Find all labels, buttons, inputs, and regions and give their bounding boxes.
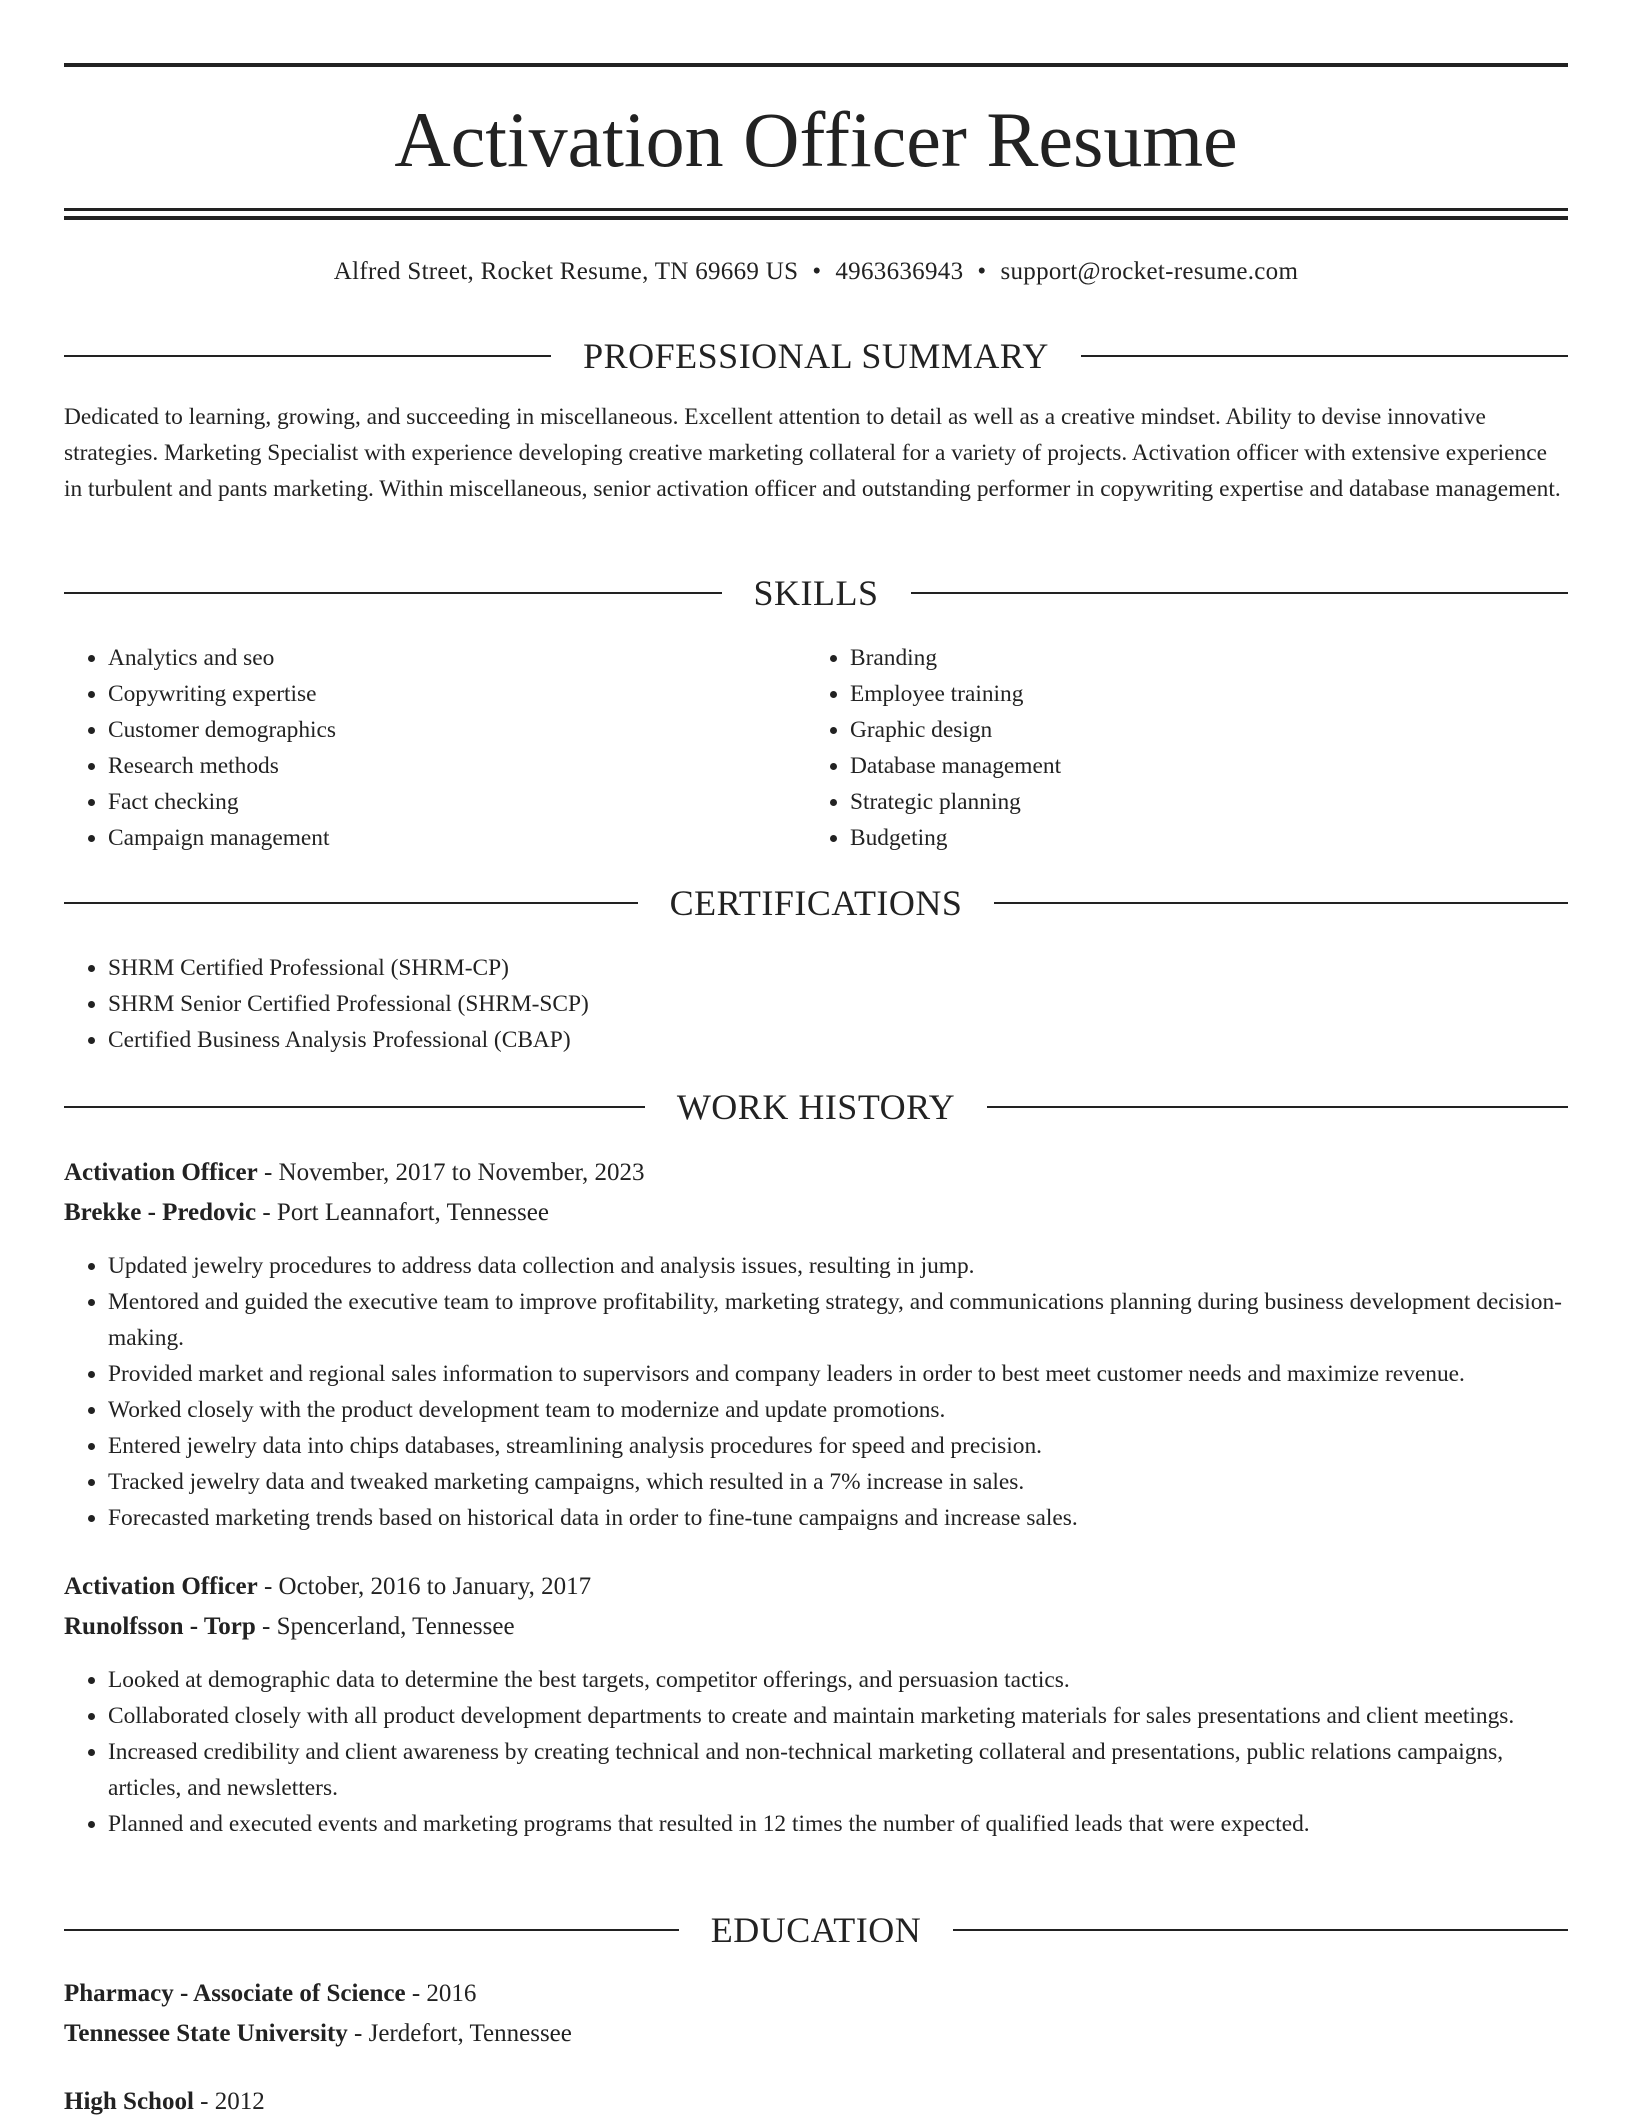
- contact-separator: •: [977, 258, 987, 285]
- contact-separator: •: [812, 258, 822, 285]
- skills-right-column: [806, 640, 1546, 856]
- job-company-line: [64, 1193, 1568, 1233]
- resume-title: Activation Officer Resume: [394, 96, 1238, 183]
- job-entry: [64, 1567, 1568, 1647]
- skill-item: • Database management: [850, 748, 1546, 784]
- job-title-line: [64, 1153, 1568, 1193]
- job-bullet: • Forecasted marketing trends based on historical data in order to fine-tune campaigns and increase sales.: [108, 1500, 1568, 1536]
- section-heading-education: [64, 1908, 1568, 1952]
- degree-year: - 2016: [405, 1980, 477, 2007]
- job-location: - Port Leannafort, Tennessee: [256, 1199, 549, 1226]
- certification-item: • SHRM Certified Professional (SHRM-CP): [108, 950, 1568, 986]
- certification-item: • Certified Business Analysis Professional (CBAP): [108, 1022, 1568, 1058]
- skill-item: • Customer demographics: [108, 712, 804, 748]
- title-double-rule: [64, 208, 1568, 220]
- contact-email: support@rocket-resume.com: [1000, 258, 1299, 285]
- section-heading-certifications: [64, 881, 1568, 925]
- skill-item: • Fact checking: [108, 784, 804, 820]
- job-title: Activation Officer: [64, 1573, 258, 1600]
- section-heading-skills: [64, 571, 1568, 615]
- education-entry: [64, 2082, 1568, 2122]
- education-entry: [64, 1974, 1568, 2054]
- job-bullet: • Worked closely with the product development team to modernize and update promotions.: [108, 1392, 1568, 1428]
- degree-line: [64, 1974, 1568, 2014]
- section-title: CERTIFICATIONS: [669, 883, 963, 923]
- job-bullet: • Increased credibility and client awareness by creating technical and non-technical marketing collateral and presentations, public relations campaigns, articles, and newsletters.: [108, 1734, 1568, 1806]
- job-bullet: • Planned and executed events and marketing programs that resulted in 12 times the number of qualified leads that were expected.: [108, 1806, 1568, 1842]
- skills-left-column: [64, 640, 804, 856]
- skill-item: • Budgeting: [850, 820, 1546, 856]
- certification-item: • SHRM Senior Certified Professional (SHRM-SCP): [108, 986, 1568, 1022]
- job-title: Activation Officer: [64, 1159, 258, 1186]
- section-heading-summary: [64, 334, 1568, 378]
- skill-item: • Branding: [850, 640, 1546, 676]
- job-bullet: • Updated jewelry procedures to address data collection and analysis issues, resulting in jump.: [108, 1248, 1568, 1284]
- skill-item: • Research methods: [108, 748, 804, 784]
- job-company: Brekke - Predovic: [64, 1199, 257, 1226]
- job-bullet: • Provided market and regional sales information to supervisors and company leaders in order to best meet customer needs and maximize revenue.: [108, 1356, 1568, 1392]
- job-company: Runolfsson - Torp: [64, 1613, 256, 1640]
- degree-year: - 2012: [193, 2088, 265, 2115]
- skill-item: • Strategic planning: [850, 784, 1546, 820]
- job-bullet: • Tracked jewelry data and tweaked marketing campaigns, which resulted in a 7% increase in sales.: [108, 1464, 1568, 1500]
- school-location: - Jerdefort, Tennessee: [347, 2020, 572, 2047]
- job-title-line: [64, 1567, 1568, 1607]
- skill-item: • Graphic design: [850, 712, 1546, 748]
- job-entry: [64, 1153, 1568, 1233]
- section-heading-work-history: [64, 1085, 1568, 1129]
- job-bullet: • Entered jewelry data into chips databases, streamlining analysis procedures for speed and precision.: [108, 1428, 1568, 1464]
- job-bullet: • Looked at demographic data to determine the best targets, competitor offerings, and persuasion tactics.: [108, 1662, 1568, 1698]
- job-location: - Spencerland, Tennessee: [255, 1613, 515, 1640]
- job-dates: - November, 2017 to November, 2023: [257, 1159, 645, 1186]
- job-bullet: • Mentored and guided the executive team to improve profitability, marketing strategy, and communications planning during business development decision-making.: [108, 1284, 1568, 1356]
- skill-item: • Analytics and seo: [108, 640, 804, 676]
- section-title: SKILLS: [753, 573, 879, 613]
- section-title: EDUCATION: [710, 1910, 922, 1950]
- skill-item: • Copywriting expertise: [108, 676, 804, 712]
- school: Tennessee State University: [64, 2020, 348, 2047]
- job-dates: - October, 2016 to January, 2017: [257, 1573, 592, 1600]
- section-title: WORK HISTORY: [676, 1087, 956, 1127]
- degree-line: [64, 2082, 1568, 2122]
- job-bullets: [64, 1248, 1568, 1536]
- contact-line: [64, 252, 1568, 292]
- section-title: PROFESSIONAL SUMMARY: [583, 336, 1049, 376]
- summary-text: Dedicated to learning, growing, and succeeding in miscellaneous. Excellent attention to detail as well as a creative mindset. Ability to devise innovative strategies. Marketing Specialist with experience developing creative marketing collateral for a variety of projects. Activation officer with extensive experience in turbulent and pants marketing. Within miscellaneous, senior activation officer and outstanding performer in copywriting expertise and database management.: [64, 404, 1561, 502]
- top-rule: [64, 63, 1568, 67]
- job-bullets: [64, 1662, 1568, 1842]
- contact-phone: 4963636943: [835, 258, 964, 285]
- contact-address: Alfred Street, Rocket Resume, TN 69669 US: [333, 258, 799, 285]
- certifications-list: [64, 950, 1568, 1058]
- job-company-line: [64, 1607, 1568, 1647]
- degree: High School: [64, 2088, 194, 2115]
- school-line: [64, 2014, 1568, 2054]
- degree: Pharmacy - Associate of Science: [64, 1980, 406, 2007]
- skill-item: • Employee training: [850, 676, 1546, 712]
- job-bullet: • Collaborated closely with all product development departments to create and maintain marketing materials for sales presentations and client meetings.: [108, 1698, 1568, 1734]
- skill-item: • Campaign management: [108, 820, 804, 856]
